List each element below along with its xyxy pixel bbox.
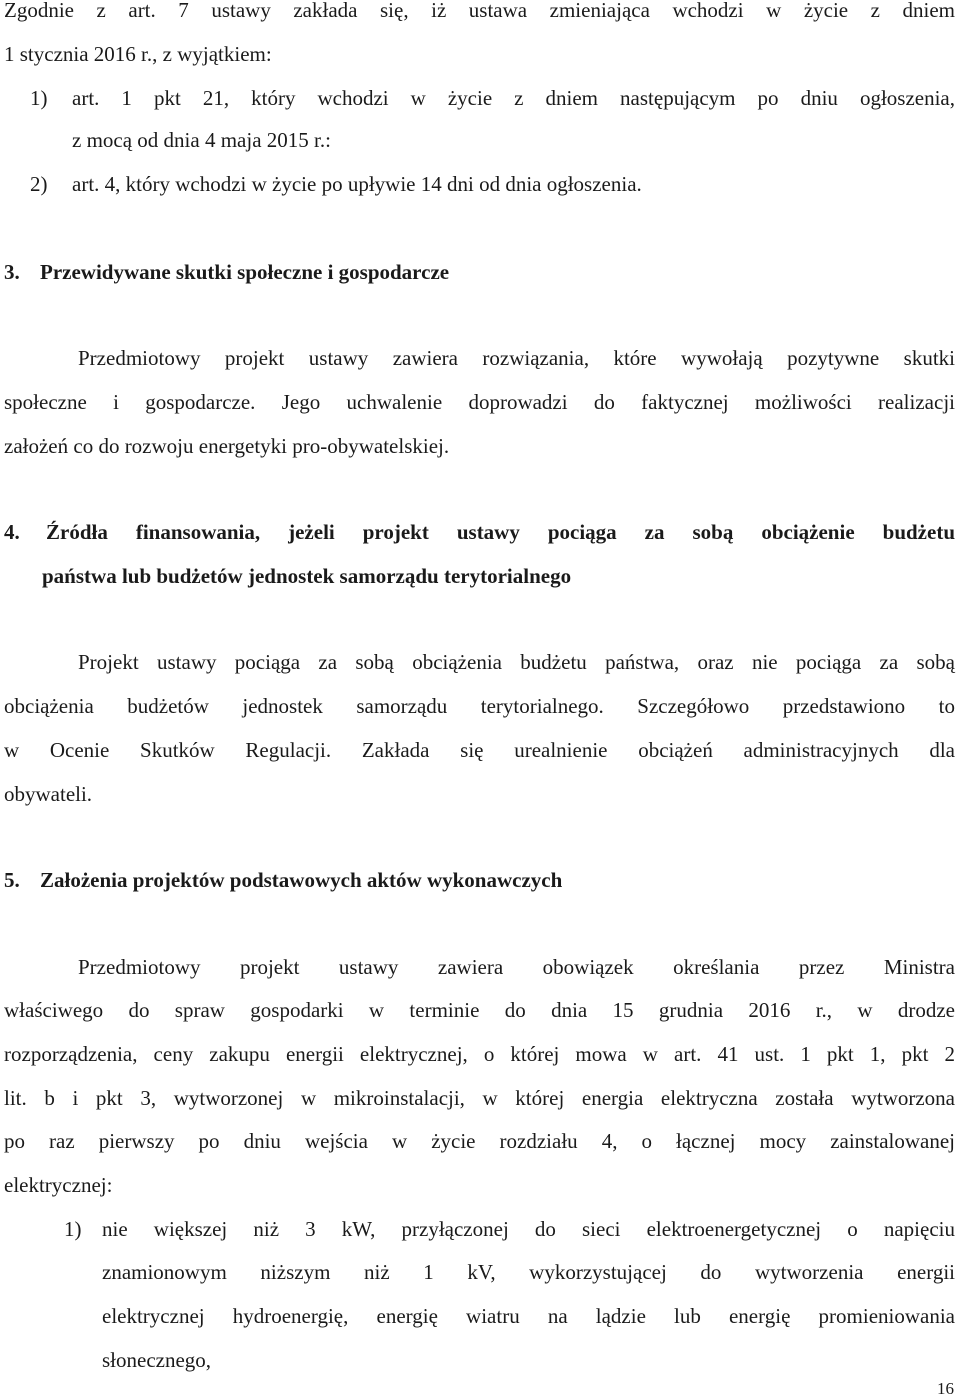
intro-item-1-line-1: art. 1 pkt 21, który wchodzi w życie z dniem następującym po dniu ogłoszenia,: [72, 86, 955, 110]
section-4-line-4: obywateli.: [4, 782, 93, 806]
intro-item-1-line-2: z mocą od dnia 4 maja 2015 r.:: [72, 128, 331, 152]
section-5-list-line-4: słonecznego,: [102, 1348, 212, 1372]
section-5-number: 5.: [4, 868, 20, 892]
list-number: 2): [30, 172, 48, 196]
intro-item-2-line-1: art. 4, który wchodzi w życie po upływie 14 dni od dnia ogłoszenia.: [72, 172, 642, 196]
section-5-line-1: Przedmiotowy projekt ustawy zawiera obowiązek określania przez Ministra: [78, 955, 955, 979]
intro-line-1: Zgodnie z art. 7 ustawy zakłada się, iż ustawa zmieniająca wchodzi w życie z dniem: [4, 0, 955, 22]
section-4-line-1: Projekt ustawy pociąga za sobą obciążenia budżetu państwa, oraz nie pociąga za sobą: [78, 650, 955, 674]
section-4-line-2: obciążenia budżetów jednostek samorządu terytorialnego. Szczegółowo przedstawiono to: [4, 694, 955, 718]
section-5-line-2: właściwego do spraw gospodarki w terminie do dnia 15 grudnia 2016 r., w drodze: [4, 998, 955, 1022]
section-3-line-1: Przedmiotowy projekt ustawy zawiera rozwiązania, które wywołają pozytywne skutki: [78, 346, 955, 370]
section-5-list-line-2: znamionowym niższym niż 1 kV, wykorzystującej do wytworzenia energii: [102, 1260, 955, 1284]
section-5-line-4: lit. b i pkt 3, wytworzonej w mikroinstalacji, w której energia elektryczna została wytworzona: [4, 1086, 955, 1110]
section-5-line-3: rozporządzenia, ceny zakupu energii elektrycznej, o której mowa w art. 41 ust. 1 pkt 1, pkt 2: [4, 1042, 955, 1066]
section-5-line-5: po raz pierwszy po dniu wejścia w życie rozdziału 4, o łącznej mocy zainstalowanej: [4, 1129, 955, 1153]
section-3-number: 3.: [4, 260, 20, 284]
section-4-line-3: w Ocenie Skutków Regulacji. Zakłada się urealnienie obciążeń administracyjnych dla: [4, 738, 955, 762]
section-5-line-6: elektrycznej:: [4, 1173, 113, 1197]
intro-line-2: 1 stycznia 2016 r., z wyjątkiem:: [4, 42, 272, 66]
section-4-heading-line-2: państwa lub budżetów jednostek samorządu terytorialnego: [42, 564, 572, 588]
section-3-heading: Przewidywane skutki społeczne i gospodarcze: [40, 260, 450, 284]
page-number: 16: [937, 1379, 954, 1398]
section-5-heading: Założenia projektów podstawowych aktów wykonawczych: [40, 868, 563, 892]
section-4-number: 4.: [4, 520, 20, 544]
section-3-line-2: społeczne i gospodarcze. Jego uchwalenie doprowadzi do faktycznej możliwości realizacji: [4, 390, 955, 414]
section-4-heading-line-1: Źródła finansowania, jeżeli projekt ustawy pociąga za sobą obciążenie budżetu: [46, 520, 955, 544]
list-number: 1): [30, 86, 48, 110]
list-number: 1): [64, 1217, 82, 1241]
section-5-list-line-1: nie większej niż 3 kW, przyłączonej do sieci elektroenergetycznej o napięciu: [102, 1217, 955, 1241]
section-5-list-line-3: elektrycznej hydroenergię, energię wiatru na lądzie lub energię promieniowania: [102, 1304, 955, 1328]
section-3-line-3: założeń co do rozwoju energetyki pro-obywatelskiej.: [4, 434, 450, 458]
